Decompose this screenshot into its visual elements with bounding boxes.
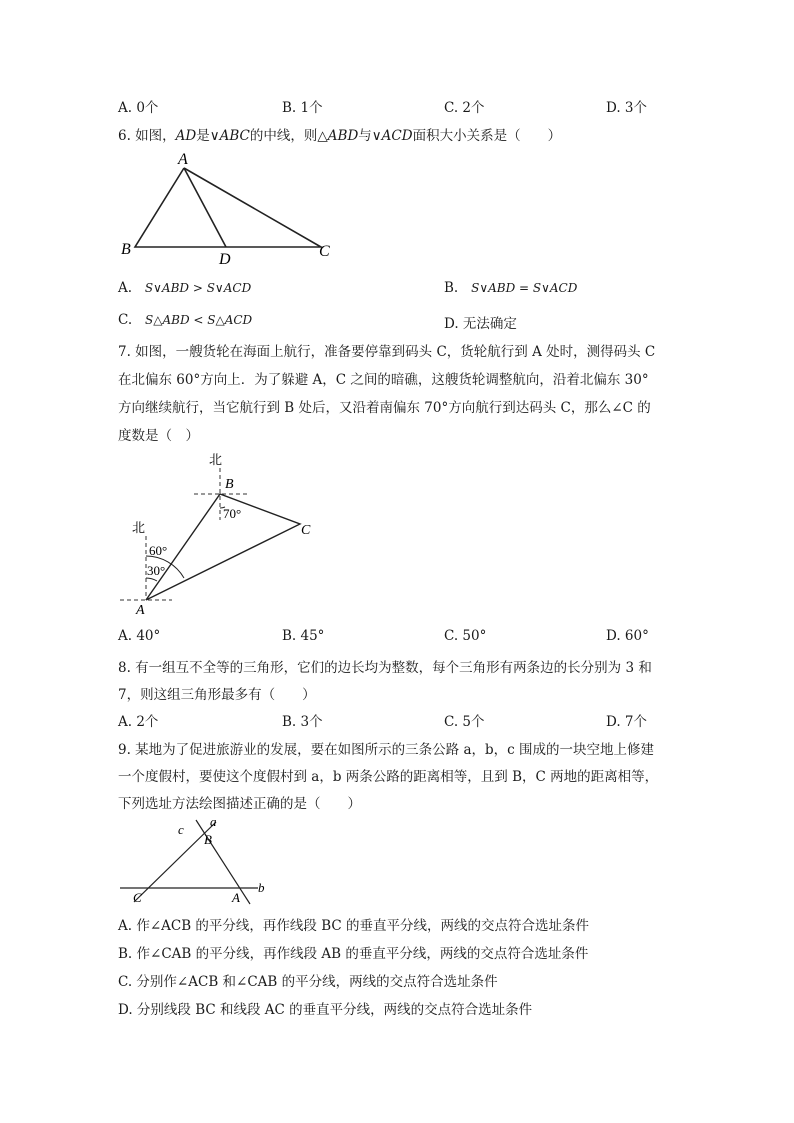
- q9-option-c: C. 分别作∠ACB 和∠CAB 的平分线，两线的交点符合选址条件: [118, 974, 498, 990]
- q8-stem-line-2: 7，则这组三角形最多有（ ）: [118, 687, 316, 703]
- q6-stem-text: 面积大小关系是（ ）: [412, 128, 562, 144]
- q9-stem-line-2: 一个度假村，要使这个度假村到 a，b 两条公路的距离相等，且到 B，C 两地的距离相等，: [118, 769, 659, 785]
- q9-label-point-b: B: [204, 832, 212, 847]
- q9-label-road-a: a: [210, 814, 217, 829]
- q7-label-c: C: [301, 523, 311, 538]
- q9-stem-line-1: 9. 某地为了促进旅游业的发展，要在如图所示的三条公路 a，b，c 围成的一块空地上修建: [118, 742, 655, 758]
- q7-stem-line-1: 7. 如图，一艘货轮在海面上航行，准备要停靠到码头 C，货轮航行到 A 处时，测得码头 C: [118, 344, 656, 360]
- q6-stem-acd: ∨ACD: [371, 128, 413, 144]
- q6-triangle-figure: [110, 148, 350, 268]
- q6-stem-ad: AD: [175, 128, 197, 144]
- q6-option-a-label: A.: [118, 280, 133, 296]
- q9-roads-figure: [110, 812, 280, 912]
- q8-option-d: D. 7个: [606, 714, 648, 730]
- q6-label-a: A: [178, 151, 188, 168]
- q7-north-label-b: 北: [209, 452, 223, 467]
- q6-stem-text: 与: [358, 128, 372, 144]
- q7-option-c: C. 50°: [444, 628, 487, 644]
- q7-north-label-a: 北: [132, 520, 146, 535]
- q9-label-road-c: c: [178, 822, 184, 837]
- q9-label-point-a: A: [232, 890, 240, 905]
- q6-label-d: D: [219, 251, 231, 268]
- q6-option-a-formula: S∨ABD > S∨ACD: [144, 281, 252, 295]
- q6-stem-abd: △ABD: [317, 128, 359, 144]
- q9-option-d: D. 分别线段 BC 和线段 AC 的垂直平分线，两线的交点符合选址条件: [118, 1002, 533, 1018]
- q7-angle-60: 60°: [149, 543, 168, 558]
- q6-option-d: D. 无法确定: [444, 316, 517, 332]
- q6-label-b: B: [121, 241, 131, 258]
- q7-option-b: B. 45°: [282, 628, 325, 644]
- q7-label-a: A: [136, 603, 145, 618]
- q6-option-a: [118, 280, 251, 296]
- q8-option-b: B. 3个: [282, 714, 323, 730]
- q6-stem-text: 6. 如图，: [118, 128, 176, 144]
- q5-option-c: C. 2个: [444, 100, 485, 116]
- q9-option-a: A. 作∠ACB 的平分线，再作线段 BC 的垂直平分线，两线的交点符合选址条件: [118, 918, 590, 934]
- q8-option-a: A. 2个: [118, 714, 159, 730]
- q6-option-c-formula: S△ABD < S△ACD: [145, 313, 253, 327]
- q8-stem-line-1: 8. 有一组互不全等的三角形，它们的边长均为整数，每个三角形有两条边的长分别为 3 和: [118, 660, 652, 676]
- q6-label-c: C: [319, 243, 330, 260]
- q6-stem-text: 的中线，则: [249, 128, 318, 144]
- q5-option-a: A. 0个: [118, 100, 159, 116]
- q9-label-point-c: C: [133, 890, 142, 905]
- q7-stem-line-4: 度数是（ ）: [118, 428, 199, 444]
- q6-option-b-label: B.: [444, 280, 459, 296]
- q7-angle-70: 70°: [223, 506, 242, 521]
- q6-stem-text: 是: [196, 128, 210, 144]
- q6-option-b: [444, 280, 577, 296]
- q9-label-road-b: b: [258, 880, 265, 895]
- q7-bearing-figure: [110, 448, 330, 620]
- q5-option-b: B. 1个: [282, 100, 323, 116]
- q7-label-b: B: [225, 477, 234, 492]
- q6-stem: [118, 124, 561, 144]
- q5-option-d: D. 3个: [606, 100, 648, 116]
- q7-stem-line-3: 方向继续航行，当它航行到 B 处后，又沿着南偏东 70°方向航行到达码头 C，那么∠C 的: [118, 400, 651, 416]
- q6-stem-abc: ∨ABC: [209, 128, 250, 144]
- q8-option-c: C. 5个: [444, 714, 485, 730]
- q7-stem-line-2: 在北偏东 60°方向上．为了躲避 A，C 之间的暗礁，这艘货轮调整航向，沿着北偏东 30°: [118, 372, 649, 388]
- q7-option-d: D. 60°: [606, 628, 649, 644]
- q7-option-a: A. 40°: [118, 628, 161, 644]
- q7-angle-30: 30°: [147, 563, 166, 578]
- q6-option-b-formula: S∨ABD = S∨ACD: [471, 281, 578, 295]
- q9-option-b: B. 作∠CAB 的平分线，再作线段 AB 的垂直平分线，两线的交点符合选址条件: [118, 946, 589, 962]
- q6-option-c: [118, 312, 252, 328]
- q6-option-c-label: C.: [118, 312, 133, 328]
- q9-stem-line-3: 下列选址方法绘图描述正确的是（ ）: [118, 796, 361, 812]
